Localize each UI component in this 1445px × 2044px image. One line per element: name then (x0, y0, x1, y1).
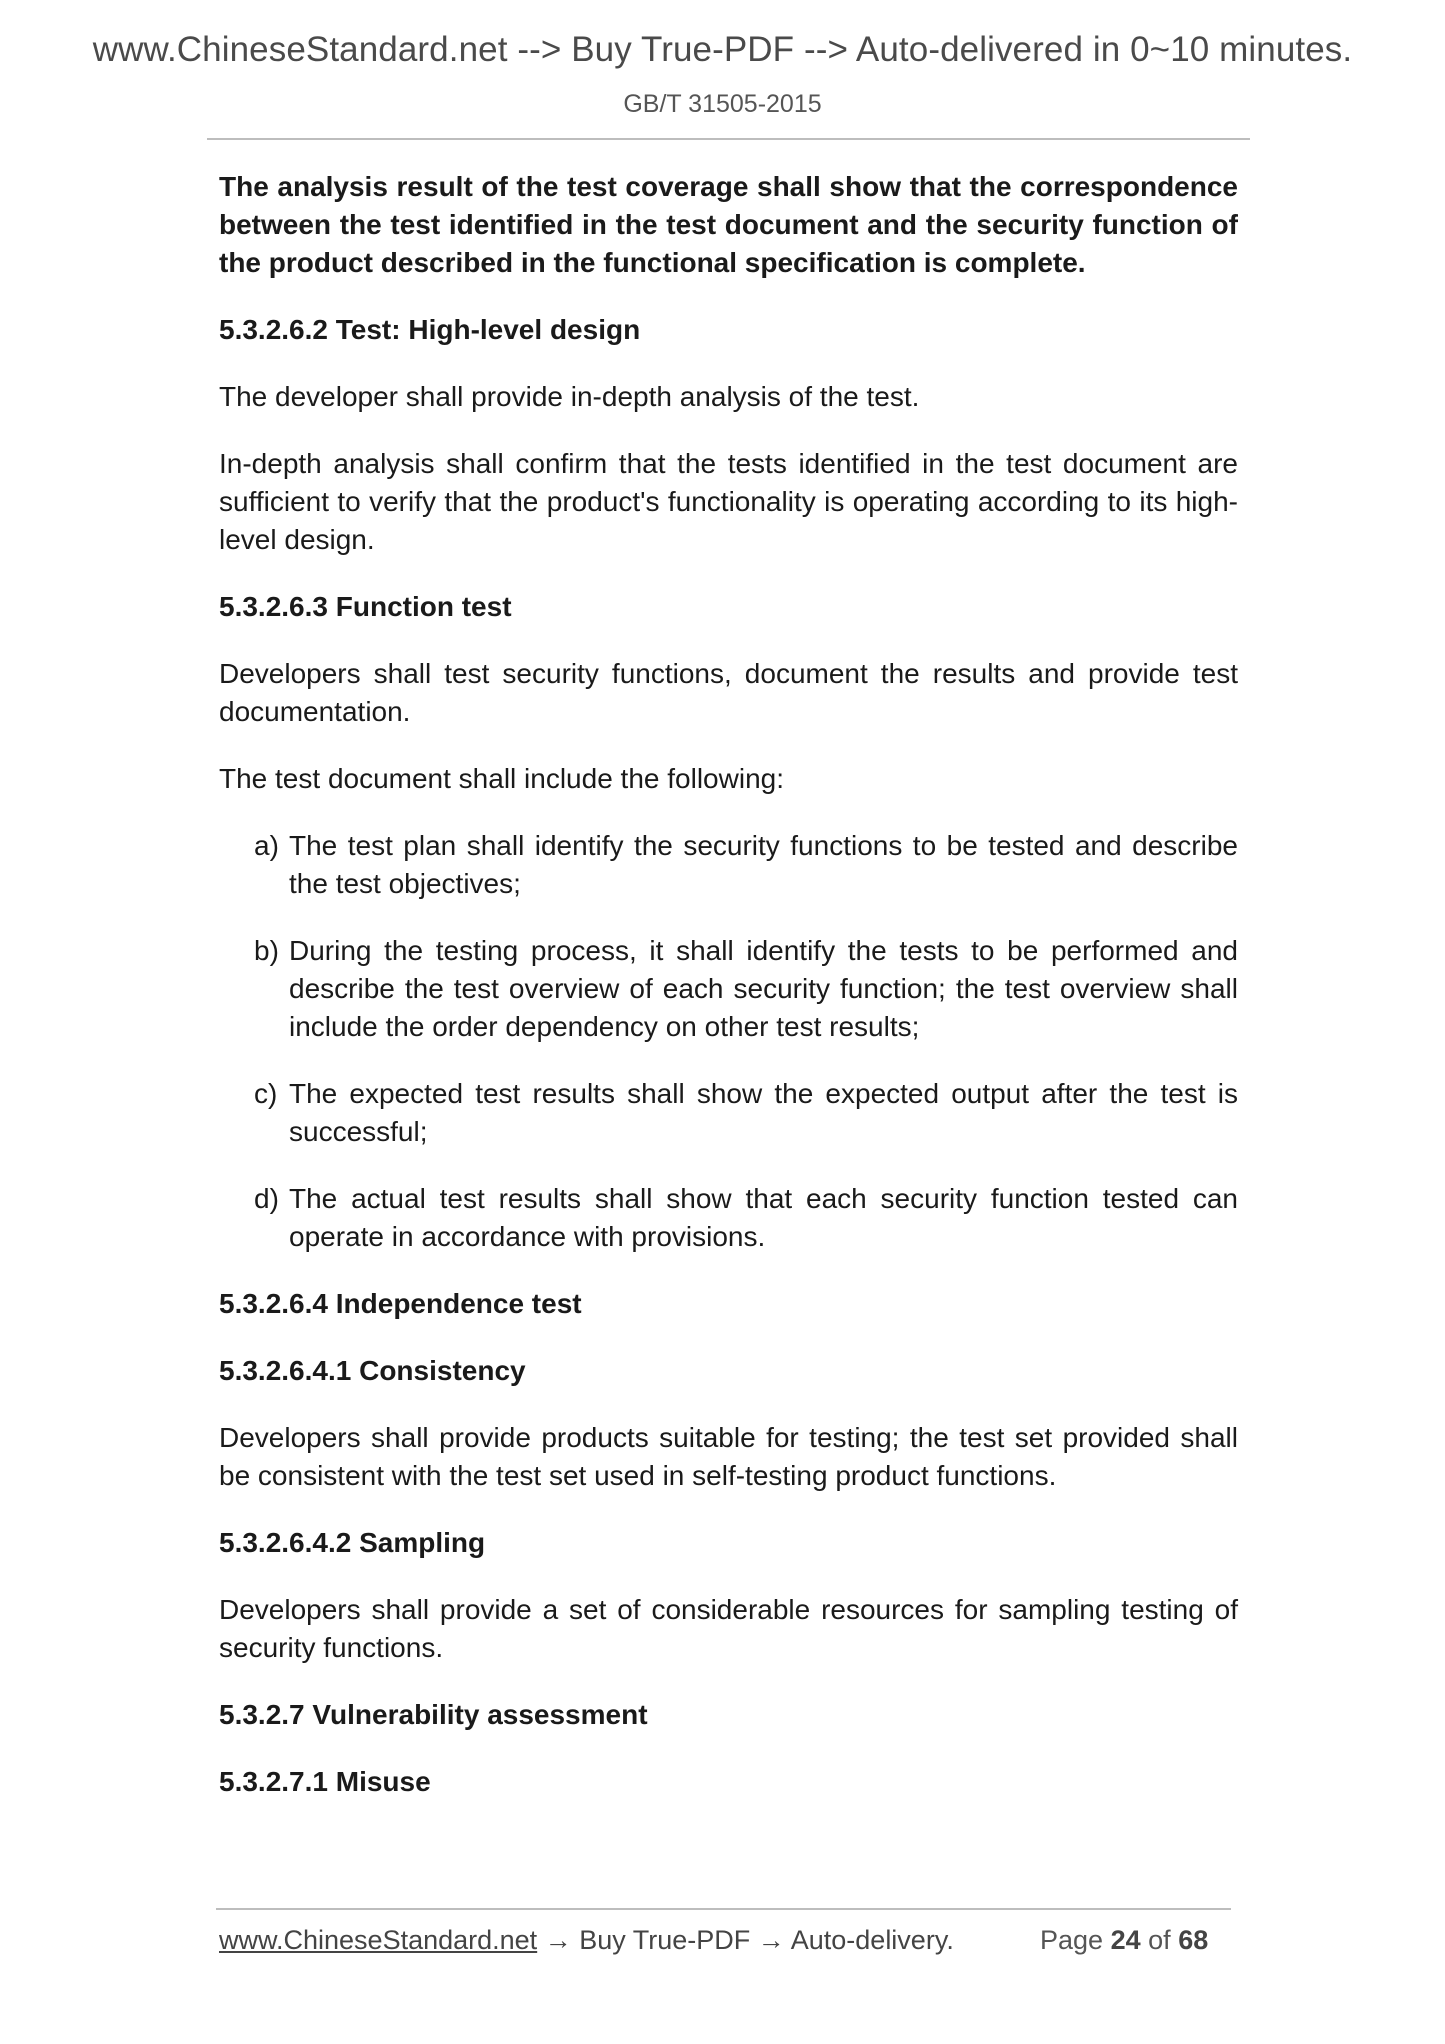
section-heading-5-3-2-6-4: 5.3.2.6.4 Independence test (219, 1288, 582, 1319)
page-indicator (1040, 1925, 1208, 1956)
list-item-text: The expected test results shall show the expected output after the test is successful; (289, 1078, 1238, 1147)
list-item-c (254, 1075, 1238, 1151)
list-item-d (254, 1180, 1238, 1256)
footer-site-link[interactable]: www.ChineseStandard.net (219, 1925, 538, 1955)
list-marker: d) (254, 1183, 279, 1214)
paragraph-test-document: The test document shall include the following: (219, 763, 784, 794)
section-heading-5-3-2-6-2: 5.3.2.6.2 Test: High-level design (219, 314, 641, 345)
footer-promo (219, 1925, 954, 1956)
list-item-text: The actual test results shall show that each security function tested can operate in accordance with provisions. (289, 1183, 1238, 1252)
footer-divider (216, 1908, 1231, 1910)
paragraph-consistency: Developers shall provide products suitable for testing; the test set provided shall be consistent with the test set used in self-testing product functions. (219, 1422, 1238, 1491)
list-item-text: The test plan shall identify the security functions to be tested and describe the test objectives; (289, 830, 1238, 899)
footer-promo-text: → Buy True-PDF → Auto-delivery. (537, 1925, 954, 1955)
document-body (219, 168, 1238, 1830)
paragraph-sampling: Developers shall provide a set of considerable resources for sampling testing of security functions. (219, 1594, 1238, 1663)
of-label: of (1148, 1925, 1171, 1955)
list-item-a (254, 827, 1238, 903)
top-banner: www.ChineseStandard.net --> Buy True-PDF --> Auto-delivered in 0~10 minutes. (92, 30, 1353, 69)
page-number: 24 (1110, 1925, 1141, 1955)
paragraph-developers-test: Developers shall test security functions, document the results and provide test documentation. (219, 658, 1238, 727)
list-item-text: During the testing process, it shall identify the tests to be performed and describe the test overview of each security function; the test overview shall include the order dependency on other test results; (289, 935, 1238, 1042)
page-label: Page (1040, 1925, 1104, 1955)
section-heading-5-3-2-6-4-1: 5.3.2.6.4.1 Consistency (219, 1355, 526, 1386)
section-heading-5-3-2-7: 5.3.2.7 Vulnerability assessment (219, 1699, 648, 1730)
document-code: GB/T 31505-2015 (623, 90, 822, 118)
section-heading-5-3-2-7-1: 5.3.2.7.1 Misuse (219, 1766, 431, 1797)
header-divider (207, 138, 1250, 140)
list-marker: b) (254, 935, 279, 966)
paragraph-indepth-analysis: In-depth analysis shall confirm that the tests identified in the test document are sufficient to verify that the product's functionality is operating according to its high-level design. (219, 448, 1238, 555)
section-heading-5-3-2-6-3: 5.3.2.6.3 Function test (219, 591, 512, 622)
paragraph-analysis: The developer shall provide in-depth analysis of the test. (219, 381, 920, 412)
list-marker: a) (254, 830, 279, 861)
list-marker: c) (254, 1078, 278, 1109)
section-heading-5-3-2-6-4-2: 5.3.2.6.4.2 Sampling (219, 1527, 486, 1558)
page-total: 68 (1178, 1925, 1209, 1955)
coverage-result-paragraph: The analysis result of the test coverage shall show that the correspondence between the test identified in the test document and the security function of the product described in the functional specification is complete. (219, 171, 1238, 278)
list-item-b (254, 932, 1238, 1046)
